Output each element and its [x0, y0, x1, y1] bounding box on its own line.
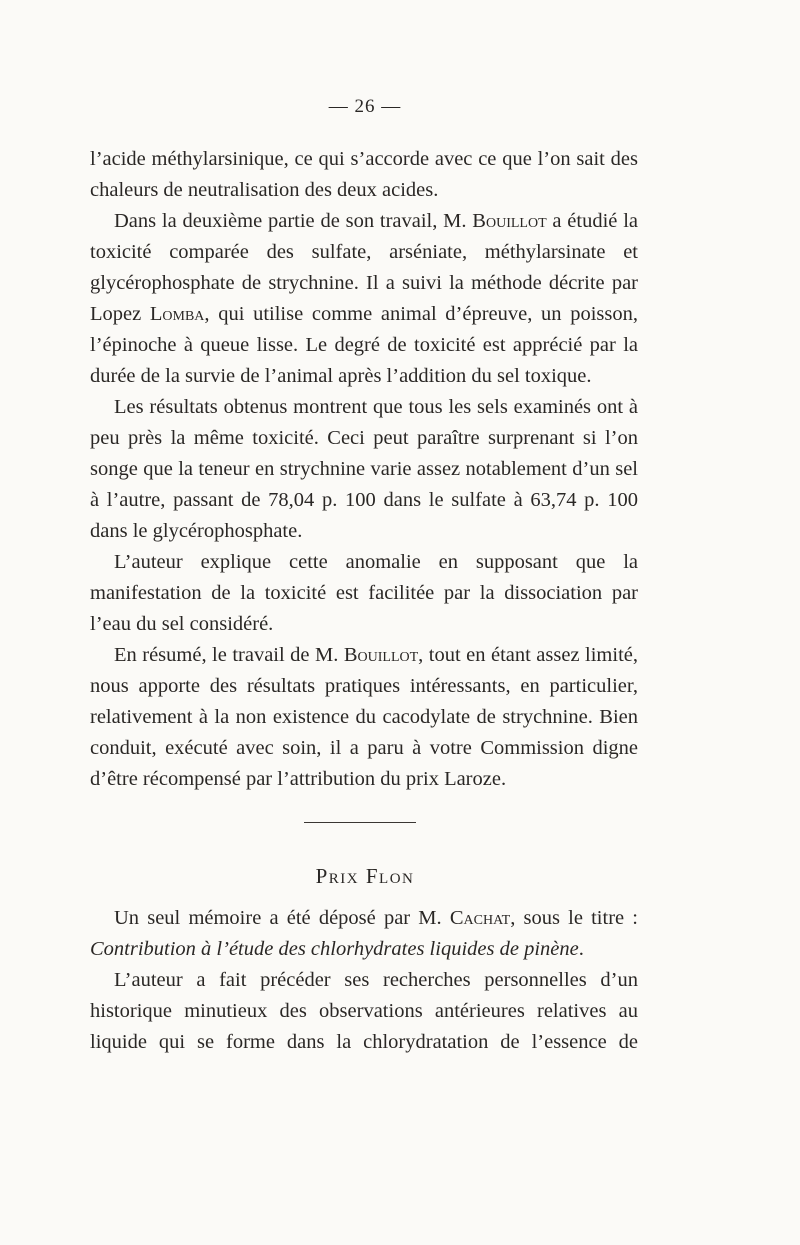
paragraph	[90, 392, 638, 547]
paragraph	[90, 547, 638, 640]
page-number: — 26 —	[328, 96, 402, 117]
text-run: Un seul mémoire a été déposé par M.	[114, 907, 450, 929]
text-run: Dans la deuxième partie de son travail, M.	[114, 210, 473, 232]
paragraph	[90, 206, 638, 392]
small-caps-name: Lomba	[149, 303, 205, 325]
paragraph	[90, 144, 638, 206]
small-caps-name: Cachat	[449, 907, 511, 929]
text-run: L’auteur a fait précéder ses recherches personnelles d’un historique minutieux des observations antérieures relatives au liquide qui se forme dans la chlorydratation de l’essence de	[90, 969, 638, 1053]
body-text-after	[90, 903, 638, 1058]
paragraph	[90, 640, 638, 795]
text-run: .	[578, 938, 584, 960]
section-title: Prix Flon	[315, 864, 415, 888]
text-run: a étudié la toxicité comparée des sulfate, arséniate, méthylarsinate et glycérophosphate de strychnine. Il a suivi la méthode décrite par Lopez	[90, 210, 638, 325]
body-text-before	[90, 144, 638, 795]
text-run: L’auteur explique cette anomalie en supposant que la manifestation de la toxicité est facilitée par la dissociation par l’eau du sel considéré.	[90, 551, 638, 635]
italic-title: Contribution à l’étude des chlorhydrates liquides de pinène	[90, 938, 579, 960]
text-run: , sous le titre :	[510, 907, 638, 929]
paragraph	[90, 903, 638, 965]
small-caps-name: Bouillot	[472, 210, 547, 232]
text-run: , tout en étant assez limité, nous apporte des résultats pratiques intéressants, en particulier, relativement à la non existence du cacodylate de strychnine. Bien conduit, exécuté avec soin, il a paru à votre Commission digne d’être récompensé par l’attribution du prix Laroze.	[90, 644, 638, 790]
paragraph	[90, 965, 638, 1058]
text-run: , qui utilise comme animal d’épreuve, un poisson, l’épinoche à queue lisse. Le degré de toxicité est apprécié par la durée de la survie de l’animal après l’addition du sel toxique.	[90, 303, 638, 387]
small-caps-name: Bouillot	[343, 644, 419, 666]
text-run: l’acide méthylarsinique, ce qui s’accorde avec ce que l’on sait des chaleurs de neutralisation des deux acides.	[90, 148, 638, 201]
text-run: En résumé, le travail de M.	[114, 644, 344, 666]
text-run: Les résultats obtenus montrent que tous les sels examinés ont à peu près la même toxicité. Ceci peut paraître surprenant si l’on songe que la teneur en strychnine varie assez notablement d’un sel à l’autre, passant de 78,04 p. 100 dans le sulfate à 63,74 p. 100 dans le glycérophosphate.	[90, 396, 638, 542]
section-divider-rule	[304, 822, 416, 823]
